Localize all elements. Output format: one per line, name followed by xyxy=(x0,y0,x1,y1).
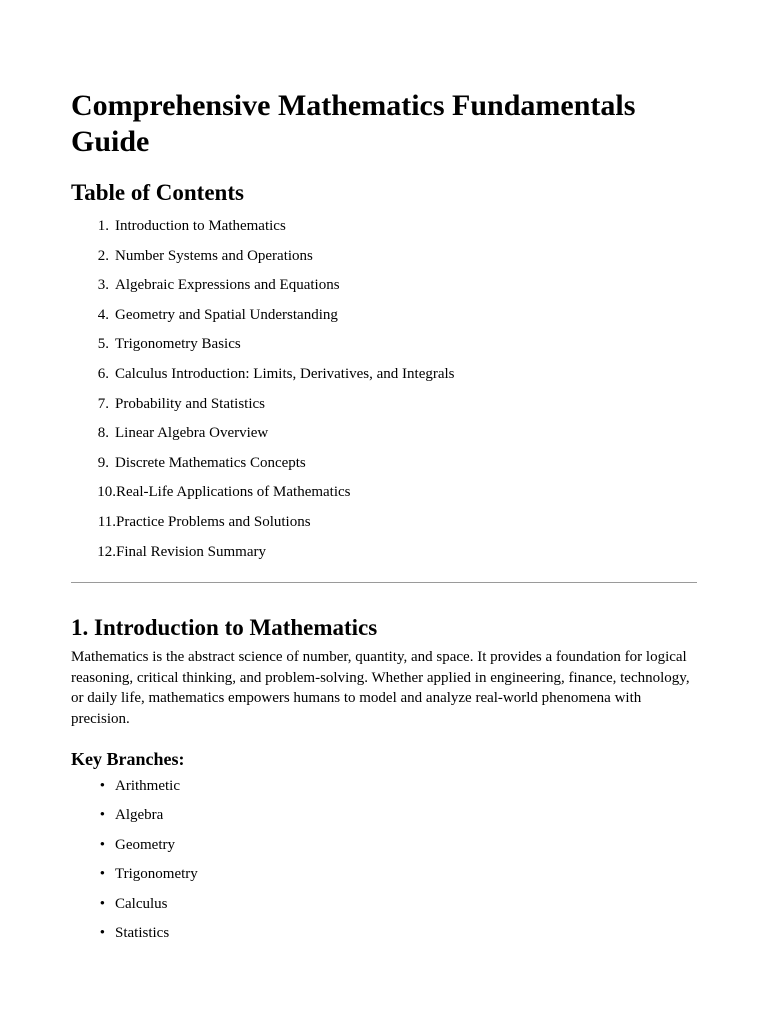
toc-item-label: Practice Problems and Solutions xyxy=(116,513,311,530)
toc-item xyxy=(71,271,697,301)
toc-item-number: 10. xyxy=(97,484,116,501)
toc-item xyxy=(71,301,697,331)
toc-item xyxy=(71,212,697,242)
toc-item-label: Probability and Statistics xyxy=(115,395,265,412)
toc-item-number: 2. xyxy=(97,247,109,264)
bullet-icon: • xyxy=(99,866,105,883)
toc-item-label: Calculus Introduction: Limits, Derivatives, and Integrals xyxy=(115,365,455,382)
toc-item-number: 3. xyxy=(97,277,109,294)
toc-item-number: 4. xyxy=(97,306,109,323)
toc-item-label: Discrete Mathematics Concepts xyxy=(115,454,306,471)
toc-item xyxy=(71,360,697,390)
toc-item xyxy=(71,390,697,420)
toc-item xyxy=(71,242,697,272)
key-branches-heading: Key Branches: xyxy=(71,748,185,769)
bullet-icon: • xyxy=(99,777,105,794)
toc-item-label: Number Systems and Operations xyxy=(115,247,313,264)
toc-item-label: Final Revision Summary xyxy=(116,543,266,560)
key-branches-list xyxy=(71,772,697,950)
toc-item-label: Introduction to Mathematics xyxy=(115,218,286,234)
list-item xyxy=(71,890,697,920)
toc-list xyxy=(71,212,697,567)
section-heading: 1. Introduction to Mathematics xyxy=(71,615,378,641)
bullet-icon: • xyxy=(99,836,105,853)
toc-item xyxy=(71,538,697,568)
intro-paragraph: Mathematics is the abstract science of number, quantity, and space. It provides a foundation for logical reasoning, critical thinking, and problem-solving. Whether applied in engineering, finance, technology, or daily life, mathematics empowers humans to model and analyze real-world phenomena with precision. xyxy=(71,649,690,727)
list-item xyxy=(71,772,697,802)
list-item-label: Geometry xyxy=(115,836,175,853)
document-title: Comprehensive Mathematics Fundamentals Guide xyxy=(71,89,636,158)
toc-item xyxy=(71,419,697,449)
bullet-icon: • xyxy=(99,895,105,912)
list-item-label: Arithmetic xyxy=(115,777,180,794)
toc-item-label: Geometry and Spatial Understanding xyxy=(115,306,338,323)
list-item-label: Algebra xyxy=(115,807,164,824)
toc-item-number: 7. xyxy=(97,395,109,412)
toc-item-number: 9. xyxy=(97,454,109,471)
toc-item xyxy=(71,330,697,360)
toc-item-number: 8. xyxy=(97,425,109,442)
list-item-label: Trigonometry xyxy=(115,866,198,883)
toc-item xyxy=(71,508,697,538)
toc-item-label: Linear Algebra Overview xyxy=(115,425,269,442)
toc-item-label: Real-Life Applications of Mathematics xyxy=(116,484,351,501)
toc-item-label: Trigonometry Basics xyxy=(115,336,241,353)
list-item xyxy=(71,860,697,890)
toc-item-number: 6. xyxy=(97,365,109,382)
toc-item-number: 11. xyxy=(97,513,116,530)
list-item-label: Statistics xyxy=(115,925,170,942)
toc-item xyxy=(71,449,697,479)
list-item xyxy=(71,801,697,831)
list-item xyxy=(71,919,697,949)
section-divider xyxy=(71,582,697,583)
toc-item-number: 1. xyxy=(97,218,109,234)
bullet-icon: • xyxy=(99,925,105,942)
toc-item-label: Algebraic Expressions and Equations xyxy=(115,277,340,294)
toc-item-number: 5. xyxy=(97,336,109,353)
toc-heading: Table of Contents xyxy=(71,180,244,205)
bullet-icon: • xyxy=(99,807,105,824)
list-item-label: Calculus xyxy=(115,895,168,912)
toc-item xyxy=(71,478,697,508)
toc-item-number: 12. xyxy=(97,543,116,560)
list-item xyxy=(71,831,697,861)
